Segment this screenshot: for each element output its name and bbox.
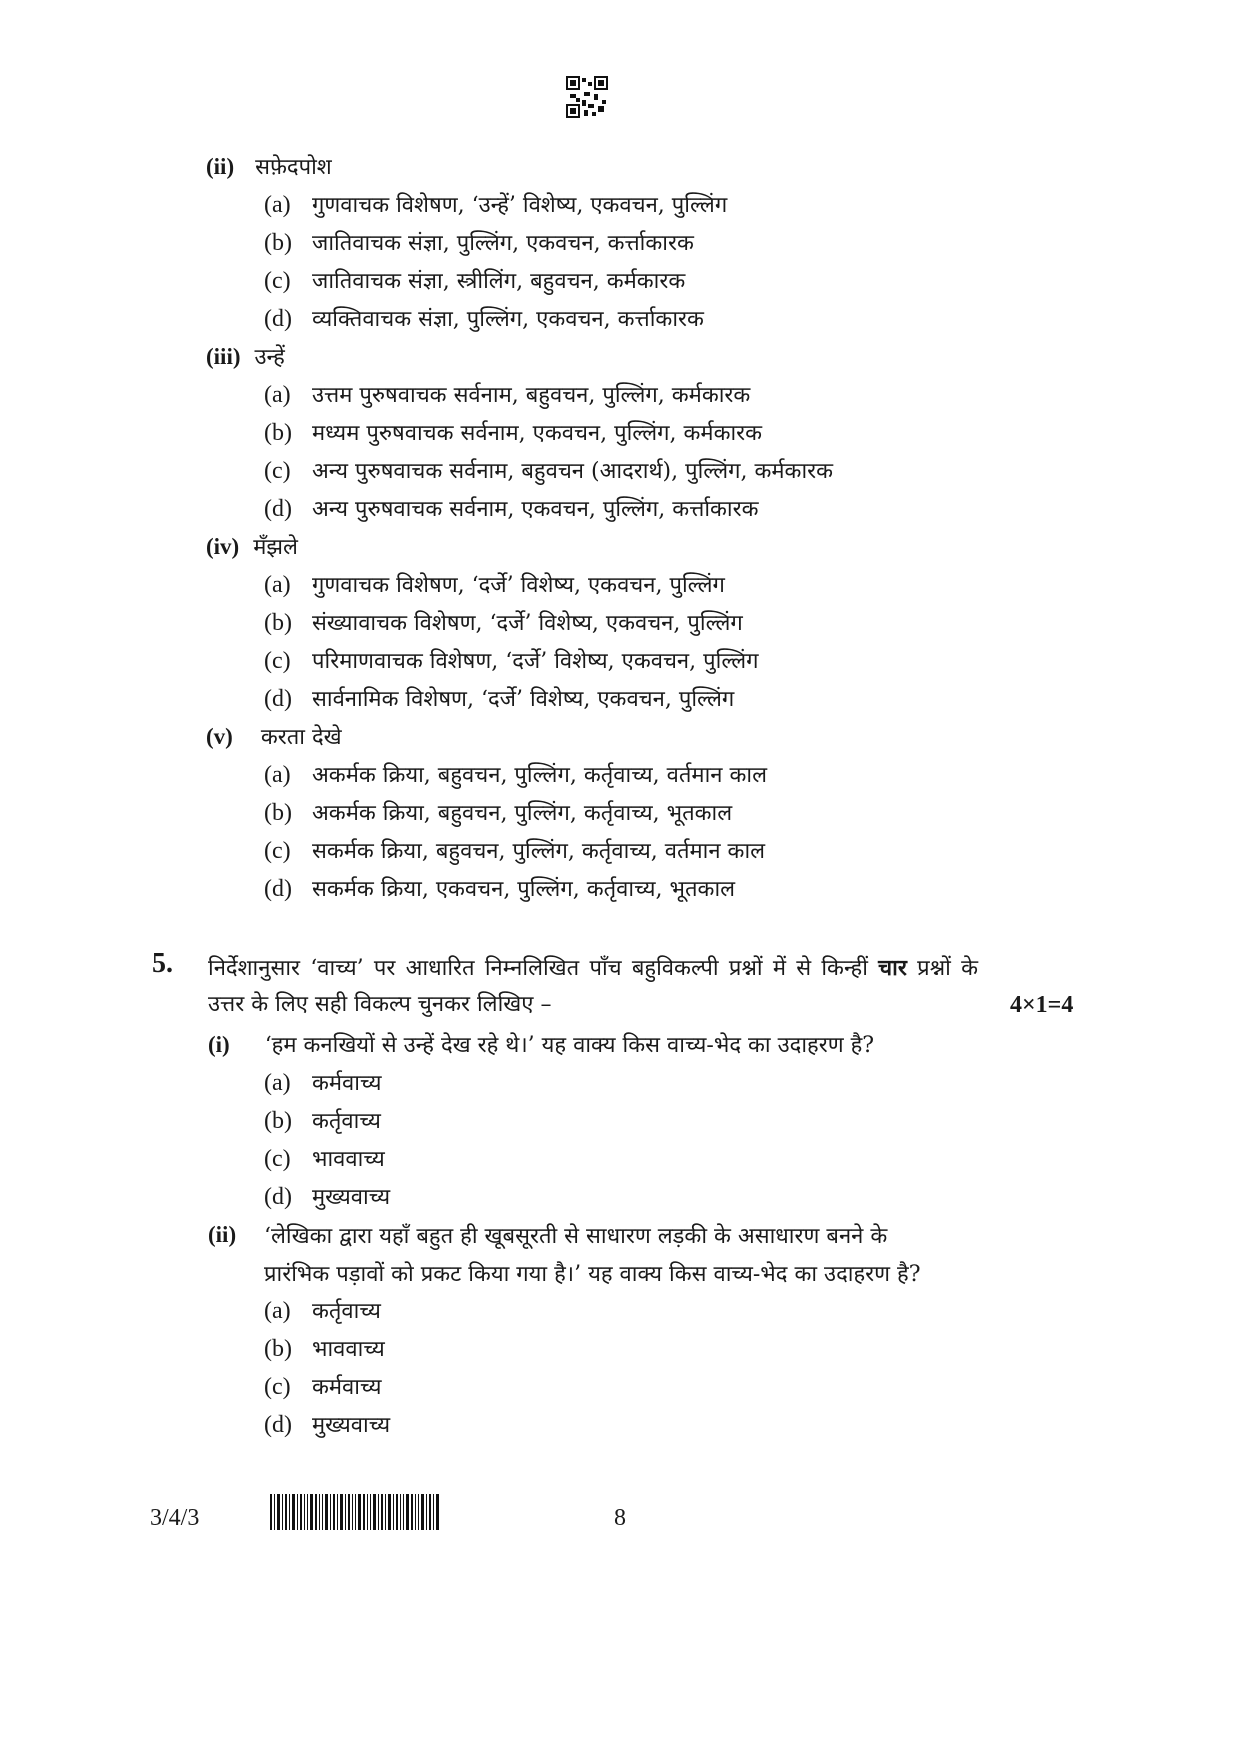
option-letter: (c) bbox=[264, 1146, 291, 1172]
option-text: संख्यावाचक विशेषण, ‘दर्जे’ विशेष्य, एकवचन, पुल्लिंग bbox=[312, 611, 743, 636]
option-text: भाववाच्य bbox=[312, 1337, 385, 1362]
option-text: अन्य पुरुषवाचक सर्वनाम, बहुवचन (आदरार्थ), पुल्लिंग, कर्मकारक bbox=[312, 459, 834, 484]
option-letter: (c) bbox=[264, 1374, 291, 1400]
option-letter: (b) bbox=[264, 1108, 292, 1134]
option-d bbox=[264, 1410, 390, 1441]
option-c bbox=[264, 646, 759, 677]
option-c bbox=[264, 1372, 381, 1403]
question-word: करता देखे bbox=[260, 725, 342, 750]
qr-code-icon bbox=[566, 76, 608, 118]
option-d bbox=[264, 304, 704, 335]
option-text: मुख्यवाच्य bbox=[312, 1185, 391, 1210]
option-c bbox=[264, 836, 765, 867]
barcode-icon bbox=[270, 1494, 440, 1530]
question-number: 5. bbox=[152, 948, 173, 979]
option-text: भाववाच्य bbox=[312, 1147, 385, 1172]
option-a bbox=[264, 190, 727, 221]
option-letter: (a) bbox=[264, 572, 291, 598]
option-text: कर्मवाच्य bbox=[312, 1375, 382, 1400]
option-b bbox=[264, 798, 732, 829]
option-c bbox=[264, 266, 685, 297]
option-letter: (c) bbox=[264, 838, 291, 864]
option-letter: (d) bbox=[264, 686, 292, 712]
option-letter: (b) bbox=[264, 230, 292, 256]
option-a bbox=[264, 380, 750, 411]
option-text: अन्य पुरुषवाचक सर्वनाम, एकवचन, पुल्लिंग, कर्त्ताकारक bbox=[312, 497, 759, 522]
option-text: अकर्मक क्रिया, बहुवचन, पुल्लिंग, कर्तृवाच्य, वर्तमान काल bbox=[312, 763, 767, 788]
option-letter: (b) bbox=[264, 800, 292, 826]
question-label: (v) bbox=[206, 724, 233, 749]
option-a bbox=[264, 1296, 381, 1327]
question-5-ii-text bbox=[264, 1218, 976, 1294]
question-text-line-2: प्रारंभिक पड़ावों को प्रकट किया गया है।’ यह वाक्य किस वाच्य-भेद का उदाहरण है? bbox=[264, 1262, 921, 1287]
option-b bbox=[264, 418, 762, 449]
option-letter: (d) bbox=[264, 306, 292, 332]
option-letter: (a) bbox=[264, 1298, 291, 1324]
question-word: मँझले bbox=[253, 535, 298, 560]
option-c bbox=[264, 1144, 385, 1175]
option-text: व्यक्तिवाचक संज्ञा, पुल्लिंग, एकवचन, कर्त्ताकारक bbox=[312, 307, 704, 332]
option-letter: (d) bbox=[264, 1412, 292, 1438]
option-letter: (b) bbox=[264, 1336, 292, 1362]
option-d bbox=[264, 874, 735, 905]
question-v-heading bbox=[206, 722, 342, 753]
paper-code: 3/4/3 bbox=[150, 1505, 200, 1531]
option-text: जातिवाचक संज्ञा, पुल्लिंग, एकवचन, कर्त्ताकारक bbox=[312, 231, 694, 256]
question-ii-heading bbox=[206, 152, 332, 183]
option-letter: (b) bbox=[264, 420, 292, 446]
question-iii-heading bbox=[206, 342, 285, 373]
instruction-emphasis: चार bbox=[878, 955, 907, 981]
option-b bbox=[264, 228, 694, 259]
question-5-i bbox=[208, 1030, 874, 1061]
question-text-line-1: ‘लेखिका द्वारा यहाँ बहुत ही खूबसूरती से साधारण लड़की के असाधारण बनने के bbox=[264, 1224, 888, 1249]
question-label: (iii) bbox=[206, 344, 241, 369]
question-5-instruction bbox=[208, 950, 978, 1023]
option-letter: (a) bbox=[264, 382, 291, 408]
option-d bbox=[264, 494, 759, 525]
question-5-ii-label bbox=[208, 1220, 236, 1251]
option-letter: (c) bbox=[264, 648, 291, 674]
option-letter: (a) bbox=[264, 192, 291, 218]
question-label: (ii) bbox=[208, 1222, 237, 1247]
option-letter: (d) bbox=[264, 496, 292, 522]
option-text: अकर्मक क्रिया, बहुवचन, पुल्लिंग, कर्तृवाच्य, भूतकाल bbox=[312, 801, 733, 826]
option-a bbox=[264, 1068, 381, 1099]
question-word: सफ़ेदपोश bbox=[255, 155, 332, 180]
option-text: कर्तृवाच्य bbox=[312, 1109, 381, 1134]
question-iv-heading bbox=[206, 532, 298, 563]
instruction-text: निर्देशानुसार ‘वाच्य’ पर आधारित निम्नलिखित पाँच बहुविकल्पी प्रश्नों में से किन्हीं bbox=[208, 956, 868, 981]
option-d bbox=[264, 1182, 390, 1213]
question-label: (iv) bbox=[206, 534, 240, 559]
option-text: कर्तृवाच्य bbox=[312, 1299, 381, 1324]
option-text: सकर्मक क्रिया, एकवचन, पुल्लिंग, कर्तृवाच्य, भूतकाल bbox=[312, 877, 736, 902]
option-letter: (c) bbox=[264, 268, 291, 294]
option-letter: (d) bbox=[264, 1184, 292, 1210]
option-a bbox=[264, 570, 725, 601]
option-text: मुख्यवाच्य bbox=[312, 1413, 391, 1438]
option-letter: (d) bbox=[264, 876, 292, 902]
marks-allocation: 4×1=4 bbox=[1010, 992, 1074, 1018]
option-text: मध्यम पुरुषवाचक सर्वनाम, एकवचन, पुल्लिंग, कर्मकारक bbox=[312, 421, 763, 446]
option-a bbox=[264, 760, 767, 791]
option-d bbox=[264, 684, 734, 715]
option-text: उत्तम पुरुषवाचक सर्वनाम, बहुवचन, पुल्लिंग, कर्मकारक bbox=[312, 383, 751, 408]
question-label: (i) bbox=[208, 1032, 230, 1057]
option-text: सार्वनामिक विशेषण, ‘दर्जे’ विशेष्य, एकवचन, पुल्लिंग bbox=[312, 687, 735, 712]
option-text: गुणवाचक विशेषण, ‘उन्हें’ विशेष्य, एकवचन, पुल्लिंग bbox=[312, 193, 728, 218]
page-number: 8 bbox=[614, 1505, 626, 1531]
option-letter: (c) bbox=[264, 458, 291, 484]
question-word: उन्हें bbox=[254, 345, 285, 370]
option-text: कर्मवाच्य bbox=[312, 1071, 382, 1096]
option-text: जातिवाचक संज्ञा, स्त्रीलिंग, बहुवचन, कर्मकारक bbox=[312, 269, 686, 294]
option-text: परिमाणवाचक विशेषण, ‘दर्जे’ विशेष्य, एकवचन, पुल्लिंग bbox=[312, 649, 759, 674]
question-text: ‘हम कनखियों से उन्हें देख रहे थे।’ यह वाक्य किस वाच्य-भेद का उदाहरण है? bbox=[264, 1033, 875, 1058]
option-b bbox=[264, 1106, 381, 1137]
option-text: गुणवाचक विशेषण, ‘दर्जे’ विशेष्य, एकवचन, पुल्लिंग bbox=[312, 573, 725, 598]
option-letter: (b) bbox=[264, 610, 292, 636]
option-letter: (a) bbox=[264, 762, 291, 788]
option-letter: (a) bbox=[264, 1070, 291, 1096]
instruction-text-cont: प्रश्नों के उत्तर के लिए सही विकल्प चुनकर लिखिए – bbox=[208, 956, 978, 1017]
option-b bbox=[264, 1334, 385, 1365]
option-c bbox=[264, 456, 833, 487]
question-label: (ii) bbox=[206, 154, 235, 179]
option-text: सकर्मक क्रिया, बहुवचन, पुल्लिंग, कर्तृवाच्य, वर्तमान काल bbox=[312, 839, 766, 864]
option-b bbox=[264, 608, 743, 639]
